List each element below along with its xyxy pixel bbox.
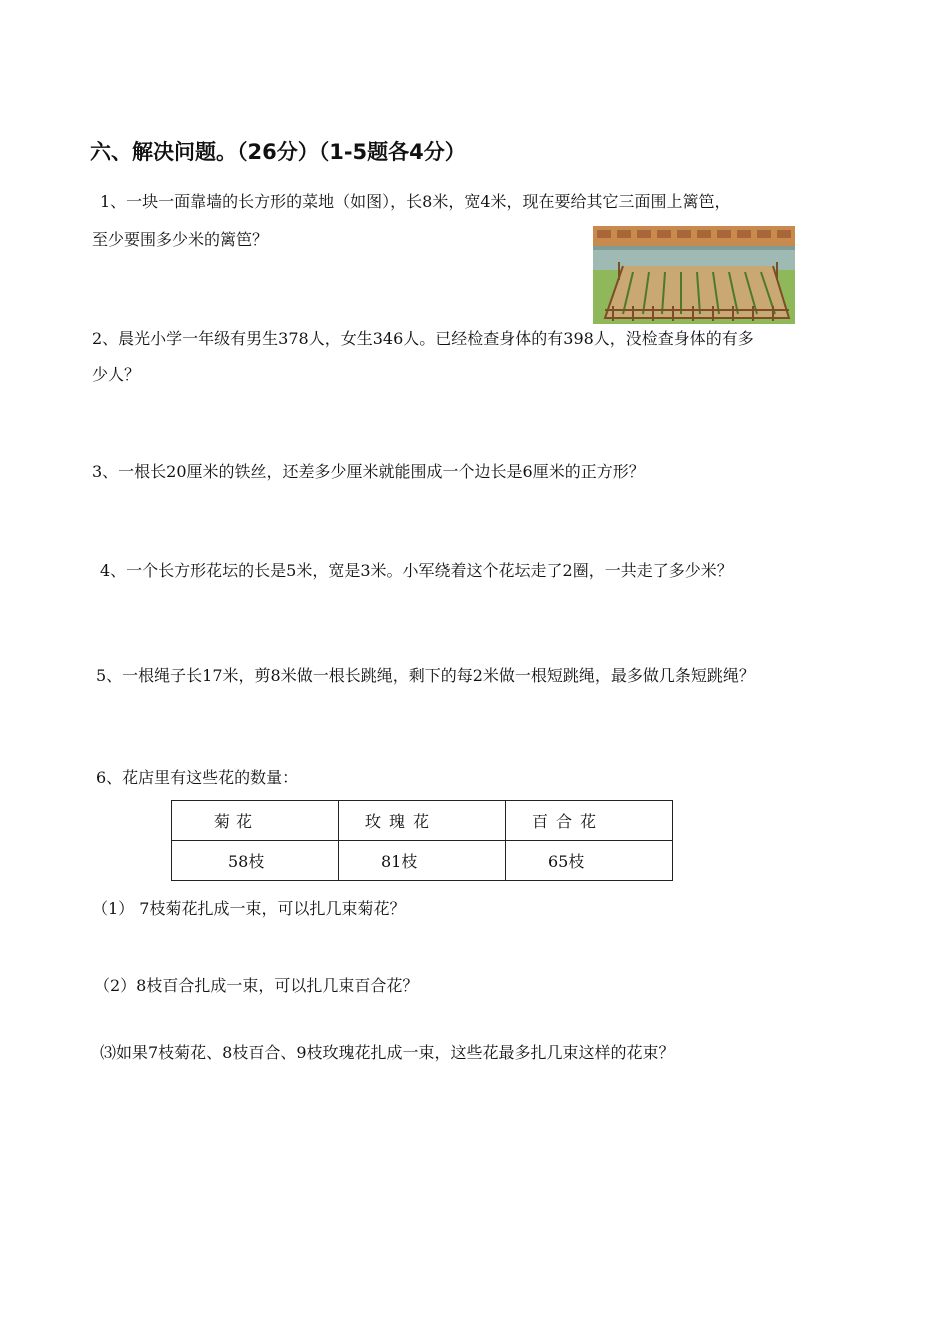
table-cell — [172, 801, 339, 841]
value-lily: 65枝 — [548, 852, 585, 871]
table-header-row — [172, 801, 673, 841]
question-1-line-2: 至少要围多少米的篱笆？ — [92, 230, 269, 249]
question-3: 3、一根长20厘米的铁丝，还差多少厘米就能围成一个边长是6厘米的正方形？ — [92, 462, 645, 481]
header-rose: 玫瑰花 — [365, 812, 438, 831]
question-2-line-2: 少人？ — [92, 365, 141, 384]
header-lily: 百合花 — [532, 812, 605, 831]
question-1-line-1: 1、一块一面靠墙的长方形的菜地（如图），长8米，宽4米，现在要给其它三面围上篱笆， — [100, 192, 731, 211]
table-row — [172, 841, 673, 881]
question-6: 6、花店里有这些花的数量： — [96, 768, 299, 787]
table-cell — [506, 801, 673, 841]
question-5: 5、一根绳子长17米，剪8米做一根长跳绳，剩下的每2米做一根短跳绳，最多做几条短跳绳？ — [96, 666, 755, 685]
question-2-line-1: 2、晨光小学一年级有男生378人，女生346人。已经检查身体的有398人，没检查身体的有多 — [92, 329, 754, 348]
flower-count-table — [171, 800, 673, 881]
table-cell — [339, 841, 506, 881]
section-title: 六、解决问题。（26分）（1-5题各4分） — [90, 140, 466, 164]
question-6-sub-2: （2）8枝百合扎成一束，可以扎几束百合花？ — [94, 976, 419, 995]
header-chrysanthemum: 菊花 — [214, 812, 259, 831]
value-rose: 81枝 — [381, 852, 418, 871]
question-6-sub-3: ⑶如果7枝菊花、8枝百合、9枝玫瑰花扎成一束，这些花最多扎几束这样的花束？ — [100, 1043, 675, 1062]
table-cell — [172, 841, 339, 881]
table-cell — [506, 841, 673, 881]
value-chrysanthemum: 58枝 — [228, 852, 265, 871]
question-4: 4、一个长方形花坛的长是5米，宽是3米。小军绕着这个花坛走了2圈，一共走了多少米？ — [100, 561, 733, 580]
vegetable-garden-illustration — [593, 226, 795, 324]
question-6-sub-1: （1） 7枝菊花扎成一束，可以扎几束菊花？ — [92, 899, 406, 918]
table-cell — [339, 801, 506, 841]
